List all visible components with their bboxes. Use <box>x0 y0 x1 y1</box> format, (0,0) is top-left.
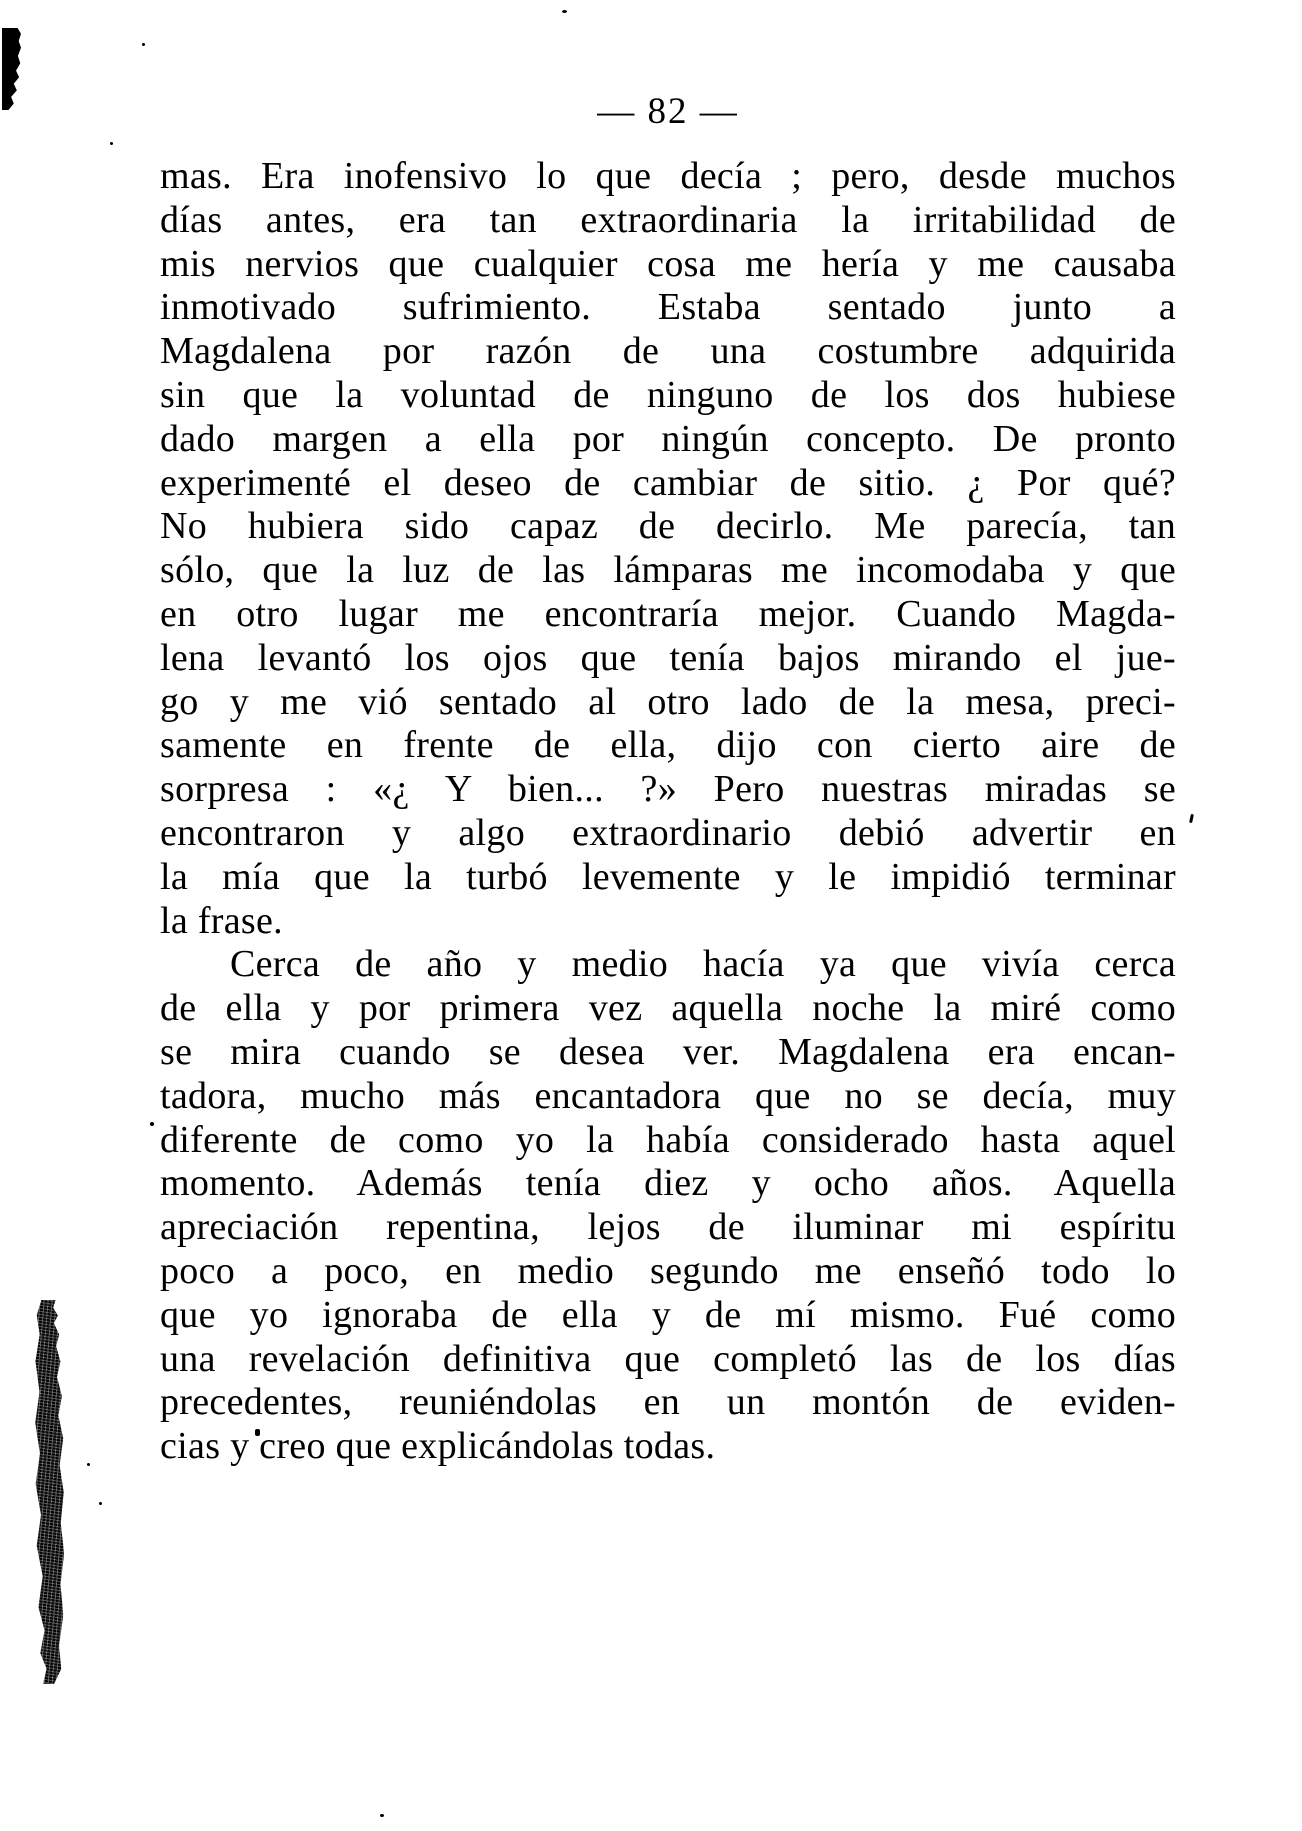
text-line: tadora, mucho más encantadora que no se decía, muy <box>160 1074 1176 1117</box>
scan-speck <box>99 1502 102 1505</box>
text-line: experimenté el deseo de cambiar de sitio. ¿ Por qué? <box>160 461 1176 504</box>
text-line: lena levantó los ojos que tenía bajos mirando el jue- <box>160 636 1176 679</box>
page-number: — 82 — <box>597 91 739 132</box>
text-line: sólo, que la luz de las lámparas me incomodaba y que <box>160 549 1176 592</box>
text-line: No hubiera sido capaz de decirlo. Me parecía, tan <box>160 505 1176 548</box>
text-line: la frase. <box>160 899 283 942</box>
text-line: sorpresa : «¿ Y bien... ?» Pero nuestras miradas se <box>160 768 1176 811</box>
text-line: cias y creo que explicándolas todas. <box>160 1425 716 1468</box>
text-line: mas. Era inofensivo lo que decía ; pero, desde muchos <box>160 155 1176 197</box>
text-line: que yo ignoraba de ella y de mí mismo. Fué como <box>160 1293 1176 1336</box>
text-line: Cerca de año y medio hacía ya que vivía cerca <box>230 943 1176 986</box>
text-line: apreciación repentina, lejos de iluminar mi espíritu <box>160 1206 1176 1249</box>
text-line: diferente de como yo la había considerado hasta aquel <box>160 1118 1176 1161</box>
scan-speck <box>380 1814 384 1817</box>
text-line: se mira cuando se desea ver. Magdalena era encan- <box>160 1030 1176 1073</box>
scan-speck <box>110 142 113 145</box>
text-line: días antes, era tan extraordinaria la irritabilidad de <box>160 198 1176 241</box>
text-line: momento. Además tenía diez y ocho años. Aquella <box>160 1162 1176 1205</box>
text-line: mis nervios que cualquier cosa me hería y me causaba <box>160 242 1176 285</box>
text-line: go y me vió sentado al otro lado de la mesa, preci- <box>160 680 1176 723</box>
text-line: en otro lugar me encontraría mejor. Cuando Magda- <box>160 592 1176 635</box>
text-line: precedentes, reuniéndolas en un montón de eviden- <box>160 1381 1176 1424</box>
text-line: poco a poco, en medio segundo me enseñó todo lo <box>160 1249 1176 1292</box>
scan-speck <box>1189 814 1194 823</box>
text-line: samente en frente de ella, dijo con cierto aire de <box>160 724 1176 767</box>
text-line: la mía que la turbó levemente y le impidió terminar <box>160 855 1176 898</box>
scan-speck <box>150 1122 154 1126</box>
body-text <box>160 155 1176 1469</box>
text-line: encontraron y algo extraordinario debió advertir en <box>160 811 1176 854</box>
text-line: una revelación definitiva que completó las de los días <box>160 1337 1176 1380</box>
text-line: dado margen a ella por ningún concepto. De pronto <box>160 417 1176 460</box>
scan-speck <box>562 10 567 13</box>
text-line: inmotivado sufrimiento. Estaba sentado junto a <box>160 286 1176 329</box>
text-line: de ella y por primera vez aquella noche la miré como <box>160 987 1176 1030</box>
scan-speck <box>87 1463 90 1466</box>
scan-speck <box>142 43 145 46</box>
ink-smudge-top-left <box>2 28 21 110</box>
binding-shadow-streak <box>30 1300 67 1684</box>
text-line: sin que la voluntad de ninguno de los dos hubiese <box>160 373 1176 416</box>
text-line: Magdalena por razón de una costumbre adquirida <box>160 330 1176 373</box>
